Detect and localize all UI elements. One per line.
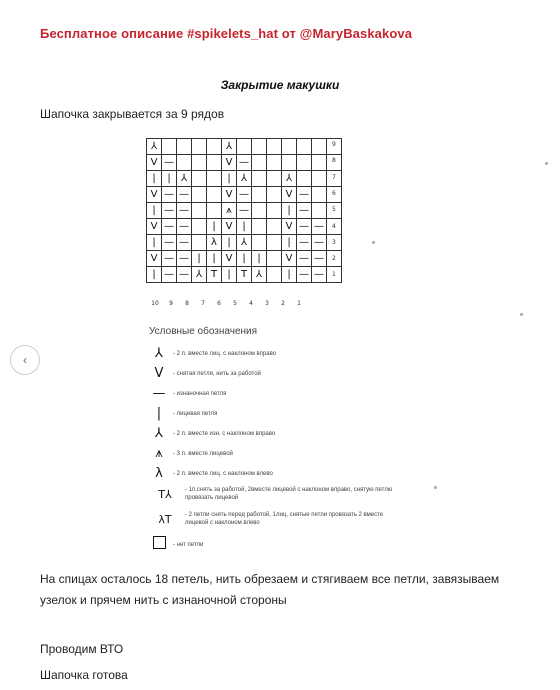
legend-item <box>148 446 448 461</box>
decor-dot <box>520 313 523 316</box>
chart-cell <box>252 139 267 155</box>
legend-item <box>148 406 448 421</box>
legend <box>148 346 448 558</box>
legend-text: - 2 п. вместе лиц. с наклоном влево <box>173 470 273 477</box>
chart-cell <box>312 171 327 187</box>
chart-cell: — <box>162 155 177 171</box>
chart-cell: | <box>252 251 267 267</box>
column-number: 3 <box>265 300 269 307</box>
chart-cell: V <box>222 155 237 171</box>
chart-cell: — <box>312 251 327 267</box>
legend-text: - 2 п. вместе лиц. с наклоном вправо <box>173 350 277 357</box>
column-numbers <box>147 300 327 307</box>
chart-row <box>147 235 342 251</box>
chart-row <box>147 203 342 219</box>
chart-cell <box>207 171 222 187</box>
chart-cell <box>252 235 267 251</box>
chart-cell: | <box>147 235 162 251</box>
chart-cell: | <box>207 219 222 235</box>
chart-cell: — <box>162 235 177 251</box>
chart-cell <box>297 139 312 155</box>
chart-grid <box>146 138 342 283</box>
chart-cell: | <box>207 251 222 267</box>
chart-cell: | <box>147 267 162 283</box>
chart-cell: — <box>297 235 312 251</box>
chart-cell <box>312 187 327 203</box>
chart-cell: — <box>297 219 312 235</box>
chart-cell: V <box>147 219 162 235</box>
chart-row <box>147 155 342 171</box>
legend-symbol-icon: λ <box>155 466 163 481</box>
chart-cell: — <box>162 203 177 219</box>
chart-cell <box>297 171 312 187</box>
header-credit: Бесплатное описание #spikelets_hat от @MaryBaskakova <box>40 26 413 41</box>
legend-title: Условные обозначения <box>149 326 258 337</box>
chart-cell: | <box>282 203 297 219</box>
chart-cell: — <box>312 219 327 235</box>
chart-cell: λ <box>207 235 222 251</box>
chart-cell <box>267 171 282 187</box>
chart-cell: | <box>147 171 162 187</box>
row-number: 3 <box>332 238 336 246</box>
chart-cell <box>252 171 267 187</box>
intro-text: Шапочка закрывается за 9 рядов <box>40 107 225 121</box>
chart-cell: — <box>237 203 252 219</box>
column-number: 9 <box>169 300 173 307</box>
chart-cell <box>192 139 207 155</box>
chart-cell: | <box>222 267 237 283</box>
chart-cell: T <box>207 267 222 283</box>
column-number: 10 <box>151 300 159 307</box>
chart-cell <box>252 219 267 235</box>
chevron-left-icon: ‹ <box>23 353 27 367</box>
chart-cell: V <box>282 187 297 203</box>
paragraph-remaining-stitches: На спицах осталось 18 петель, нить обрезаем и стягиваем все петли, завязываем <box>40 572 500 586</box>
previous-button[interactable] <box>10 345 40 375</box>
knitting-chart <box>146 138 342 283</box>
chart-cell: — <box>162 267 177 283</box>
column-number: 7 <box>201 300 205 307</box>
row-number: 2 <box>332 255 336 263</box>
chart-cell: ⅄ <box>192 267 207 283</box>
legend-item <box>148 536 448 553</box>
chart-cell <box>177 155 192 171</box>
legend-symbol-icon: V <box>154 366 164 381</box>
chart-cell: V <box>282 251 297 267</box>
legend-item <box>148 386 448 401</box>
chart-cell <box>267 139 282 155</box>
chart-cell <box>192 187 207 203</box>
chart-cell <box>312 155 327 171</box>
chart-cell: | <box>222 235 237 251</box>
chart-cell <box>252 187 267 203</box>
legend-symbol-icon: ⩚ <box>155 446 163 461</box>
row-number: 8 <box>332 157 336 165</box>
chart-row <box>147 267 342 283</box>
chart-cell: — <box>177 235 192 251</box>
chart-row <box>147 219 342 235</box>
legend-symbol-icon: | <box>156 406 162 421</box>
column-number: 8 <box>185 300 189 307</box>
chart-cell <box>297 155 312 171</box>
chart-cell <box>267 267 282 283</box>
chart-cell <box>267 155 282 171</box>
chart-cell: | <box>192 251 207 267</box>
legend-text: - изнаночная петля <box>173 390 227 397</box>
chart-cell <box>207 155 222 171</box>
chart-cell <box>267 187 282 203</box>
chart-cell <box>207 187 222 203</box>
chart-cell <box>192 235 207 251</box>
row-number: 4 <box>332 222 336 230</box>
chart-cell: ⅄ <box>147 139 162 155</box>
legend-symbol-icon: ⅄ <box>155 346 163 361</box>
chart-cell: V <box>147 251 162 267</box>
chart-cell: — <box>177 203 192 219</box>
chart-cell <box>267 235 282 251</box>
legend-symbol-icon: T⅄ <box>158 487 172 501</box>
chart-cell <box>312 203 327 219</box>
legend-text: - снятая петля, нить за работой <box>173 370 261 377</box>
chart-cell: | <box>147 203 162 219</box>
chart-cell: | <box>237 251 252 267</box>
chart-cell <box>162 139 177 155</box>
legend-symbol-icon <box>148 536 170 553</box>
chart-cell: — <box>297 187 312 203</box>
chart-cell: — <box>297 267 312 283</box>
chart-cell: V <box>147 155 162 171</box>
chart-cell <box>282 139 297 155</box>
decor-dot <box>434 486 437 489</box>
section-title: Закрытие макушки <box>220 78 340 92</box>
chart-cell: V <box>222 219 237 235</box>
legend-symbol-icon: — <box>152 386 166 401</box>
legend-text: - 2 петли снять перед работой, 1лиц, снятые петли провязать 2 вместе лицевой с наклоном влево <box>185 512 384 526</box>
chart-cell <box>252 155 267 171</box>
paragraph-hide-yarn: узелок и прячем нить с изнаночной стороны <box>40 593 287 607</box>
row-number: 6 <box>332 189 336 197</box>
column-number: 1 <box>297 300 301 307</box>
chart-cell: | <box>282 235 297 251</box>
chart-cell: — <box>177 219 192 235</box>
row-number: 7 <box>332 173 336 181</box>
chart-cell <box>237 139 252 155</box>
chart-cell: — <box>177 251 192 267</box>
chart-cell: V <box>222 251 237 267</box>
chart-cell: — <box>312 235 327 251</box>
row-number: 5 <box>332 206 336 214</box>
chart-cell: — <box>177 267 192 283</box>
chart-row <box>147 187 342 203</box>
chart-cell: ⅄ <box>177 171 192 187</box>
chart-cell <box>267 219 282 235</box>
legend-text: - 1п.снять за работой, 2вместе лицевой с наклоном вправо, снятую петлю провязать лицевой <box>185 487 393 501</box>
chart-cell: — <box>162 219 177 235</box>
chart-row <box>147 139 342 155</box>
chart-cell <box>267 251 282 267</box>
chart-cell: | <box>222 171 237 187</box>
chart-cell <box>267 203 282 219</box>
chart-cell <box>207 139 222 155</box>
chart-cell: | <box>162 171 177 187</box>
decor-dot <box>545 162 548 165</box>
legend-text: - лицевая петля <box>173 410 218 417</box>
chart-cell: — <box>312 267 327 283</box>
paragraph-blocking: Проводим ВТО <box>40 642 124 656</box>
column-number: 4 <box>249 300 253 307</box>
paragraph-done: Шапочка готова <box>40 668 128 682</box>
legend-symbol-icon: ⅄ <box>155 426 163 441</box>
chart-cell: — <box>237 155 252 171</box>
legend-text: - нет петли <box>173 541 204 548</box>
chart-cell: V <box>282 219 297 235</box>
chart-row <box>147 251 342 267</box>
decor-dot <box>372 241 375 244</box>
chart-cell: ⅄ <box>237 235 252 251</box>
empty-square-icon <box>153 536 166 549</box>
chart-cell: — <box>177 187 192 203</box>
chart-cell: ⅄ <box>237 171 252 187</box>
chart-cell: V <box>147 187 162 203</box>
legend-item <box>148 466 448 481</box>
chart-cell <box>252 203 267 219</box>
chart-cell: ⅄ <box>252 267 267 283</box>
chart-row <box>147 171 342 187</box>
chart-cell: ⩚ <box>222 203 237 219</box>
legend-item <box>148 486 448 502</box>
chart-cell: — <box>237 187 252 203</box>
chart-cell <box>192 203 207 219</box>
legend-text: - 3 п. вместе лицевой <box>173 450 233 457</box>
chart-cell: T <box>237 267 252 283</box>
column-number: 2 <box>281 300 285 307</box>
legend-item <box>148 426 448 441</box>
chart-cell: — <box>162 187 177 203</box>
chart-cell <box>207 203 222 219</box>
legend-item <box>148 366 448 381</box>
chart-cell <box>192 171 207 187</box>
legend-item <box>148 511 448 527</box>
chart-cell: — <box>297 251 312 267</box>
column-number: 5 <box>233 300 237 307</box>
chart-cell: V <box>222 187 237 203</box>
chart-cell: — <box>297 203 312 219</box>
chart-cell <box>192 219 207 235</box>
row-number: 9 <box>332 141 336 148</box>
chart-cell: ⅄ <box>282 171 297 187</box>
chart-cell: | <box>237 219 252 235</box>
row-number: 1 <box>332 271 336 279</box>
legend-item <box>148 346 448 361</box>
chart-cell <box>177 139 192 155</box>
chart-cell <box>312 139 327 155</box>
chart-cell <box>282 155 297 171</box>
chart-cell: | <box>282 267 297 283</box>
chart-cell: ⅄ <box>222 139 237 155</box>
legend-text: - 2 п. вместе изн. с наклоном вправо <box>173 430 276 437</box>
chart-cell <box>192 155 207 171</box>
column-number: 6 <box>217 300 221 307</box>
chart-cell: — <box>162 251 177 267</box>
legend-symbol-icon: λT <box>158 512 172 526</box>
